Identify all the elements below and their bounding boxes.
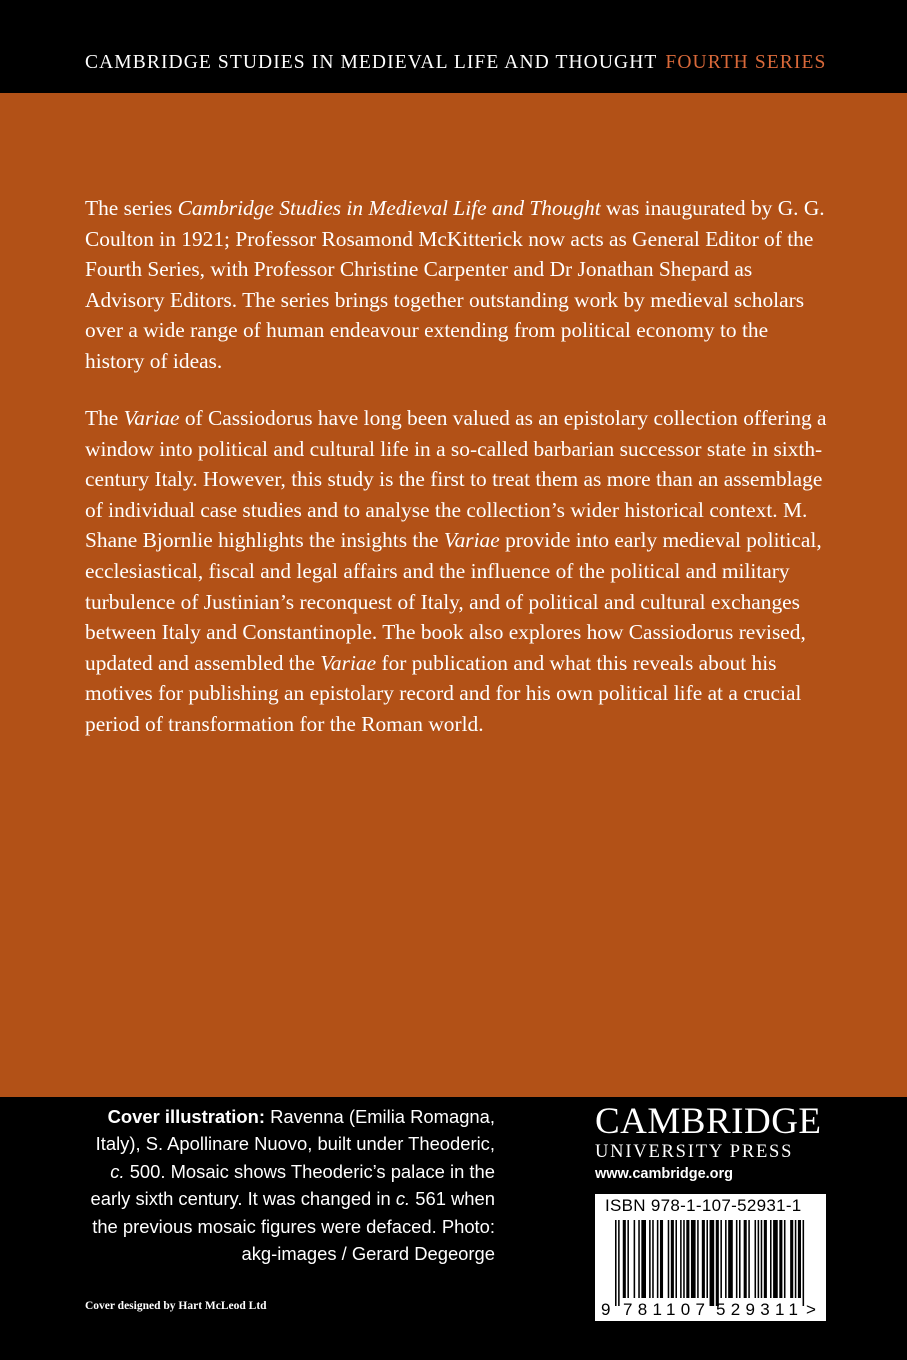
publisher-subname: UNIVERSITY PRESS: [595, 1142, 794, 1162]
barcode-bar: [671, 1220, 674, 1298]
book-description-italic: Variae: [443, 528, 500, 553]
barcode-bar: [702, 1220, 705, 1298]
barcode-bar: [706, 1220, 708, 1298]
barcode-bar: [770, 1220, 772, 1298]
barcode-bar: [790, 1220, 793, 1298]
barcode-bar: [779, 1220, 782, 1298]
book-description-text: The: [85, 406, 124, 430]
isbn-label: ISBN 978-1-107-52931-1: [605, 1196, 802, 1215]
series-description-text: was inaugurated by G. G. Coulton in 1921; Professor Rosamond McKitterick now acts as General Editor of the Fourth Series, with Professor Christine Carpenter and Dr Jonathan Shepard as Advisory Editors. The series brings together outstanding work by medieval scholars over a wide range of human endeavour extending from political economy to the history of ideas.: [85, 196, 825, 373]
barcode-bar: [725, 1220, 727, 1298]
barcode-bar: [657, 1220, 659, 1298]
isbn-barcode: [595, 1194, 826, 1321]
caption-circa: c.: [395, 1188, 411, 1210]
barcode-bar: [798, 1220, 801, 1298]
caption-circa: c.: [110, 1160, 125, 1182]
barcode-bar: [744, 1220, 747, 1298]
caption-label: Cover illustration:: [107, 1106, 265, 1127]
barcode-bar: [748, 1220, 750, 1298]
barcode-bar: [627, 1220, 629, 1298]
series-description: [85, 193, 827, 377]
barcode-bar: [638, 1220, 640, 1298]
series-title: [85, 52, 826, 74]
barcode-bar: [660, 1220, 663, 1298]
barcode-graphic: [595, 1194, 826, 1321]
barcode-right-digits: 529311: [716, 1300, 798, 1319]
series-description-text: The series: [85, 196, 178, 220]
barcode-bar: [761, 1220, 763, 1298]
barcode-bar: [803, 1220, 805, 1306]
barcode-lead-digit: 9: [601, 1300, 611, 1319]
barcode-bar: [720, 1220, 722, 1298]
barcode-bar: [668, 1220, 670, 1298]
barcode-end-marker: >: [806, 1300, 816, 1319]
series-description-italic: Cambridge Studies in Medieval Life and Thought: [177, 196, 601, 220]
book-description-text: provide into early medieval political, ecclesiastical, fiscal and legal affairs and the influence of the political and military turbulence of Justinian’s reconquest of Italy, and of political and cultural exchanges between Italy and Constantinople. The book also explores how Cassiodorus revised, updated and assembled the: [85, 528, 822, 675]
cover-designer-credit: Cover designed by Hart McLeod Ltd: [85, 1300, 267, 1312]
barcode-bar: [710, 1220, 715, 1306]
barcode-bar: [795, 1220, 797, 1298]
barcode-bar: [641, 1220, 646, 1298]
barcode-bar: [691, 1220, 696, 1298]
barcode-bar: [739, 1220, 741, 1298]
barcode-bar: [680, 1220, 682, 1298]
barcode-bar: [618, 1220, 620, 1306]
cover-illustration-caption: [85, 1103, 495, 1267]
series-number: FOURTH SERIES: [665, 52, 827, 73]
barcode-bar: [686, 1220, 689, 1298]
book-description-text: of Cassiodorus have long been valued as an epistolary collection offering a window into political and cultural life in a so-called barbarian successor state in sixth-century Italy. However, this study is the first to treat them as more than an assemblage of individual case studies and to analyse the collection’s wider historical context. M. Shane Bjornlie highlights the insights the: [85, 406, 827, 553]
barcode-bar: [623, 1220, 626, 1298]
barcode-bar: [652, 1220, 654, 1298]
caption-text: Ravenna (Emilia Romagna, Italy), S. Apollinare Nuovo, built under Theoderic,: [95, 1106, 495, 1155]
barcode-bar: [755, 1220, 757, 1298]
series-name: CAMBRIDGE STUDIES IN MEDIEVAL LIFE AND THOUGHT: [85, 52, 658, 73]
publisher-name: CAMBRIDGE: [595, 1101, 822, 1142]
book-description: [85, 403, 827, 740]
barcode-bar: [758, 1220, 760, 1298]
barcode-bar: [675, 1220, 677, 1298]
barcode-bar: [634, 1220, 636, 1298]
publisher-logo: [595, 1103, 827, 1185]
barcode-bar: [773, 1220, 778, 1298]
barcode-bar: [649, 1220, 651, 1298]
book-description-text: for publication and what this reveals about his motives for publishing an epistolary record and for his own political life at a crucial period of transformation for the Roman world.: [85, 650, 802, 736]
book-description-italic: Variae: [320, 650, 377, 675]
caption-text: 561 when the previous mosaic figures were defaced. Photo: akg-images / Gerard Degeorge: [92, 1188, 495, 1265]
barcode-bar: [764, 1220, 767, 1298]
barcode-bar: [716, 1220, 719, 1306]
publisher-url[interactable]: www.cambridge.org: [595, 1166, 734, 1182]
barcode-bar: [615, 1220, 617, 1306]
barcode-bar: [728, 1220, 733, 1298]
barcode-bar: [697, 1220, 699, 1298]
barcode-bar: [736, 1220, 738, 1298]
book-description-italic: Variae: [123, 406, 180, 430]
barcode-bar: [683, 1220, 685, 1298]
caption-text: 500. Mosaic shows Theoderic’s palace in the early sixth century. It was changed in: [90, 1160, 495, 1210]
barcode-bar: [784, 1220, 786, 1298]
series-band: [0, 0, 907, 93]
barcode-left-digits: 781107: [623, 1300, 705, 1319]
